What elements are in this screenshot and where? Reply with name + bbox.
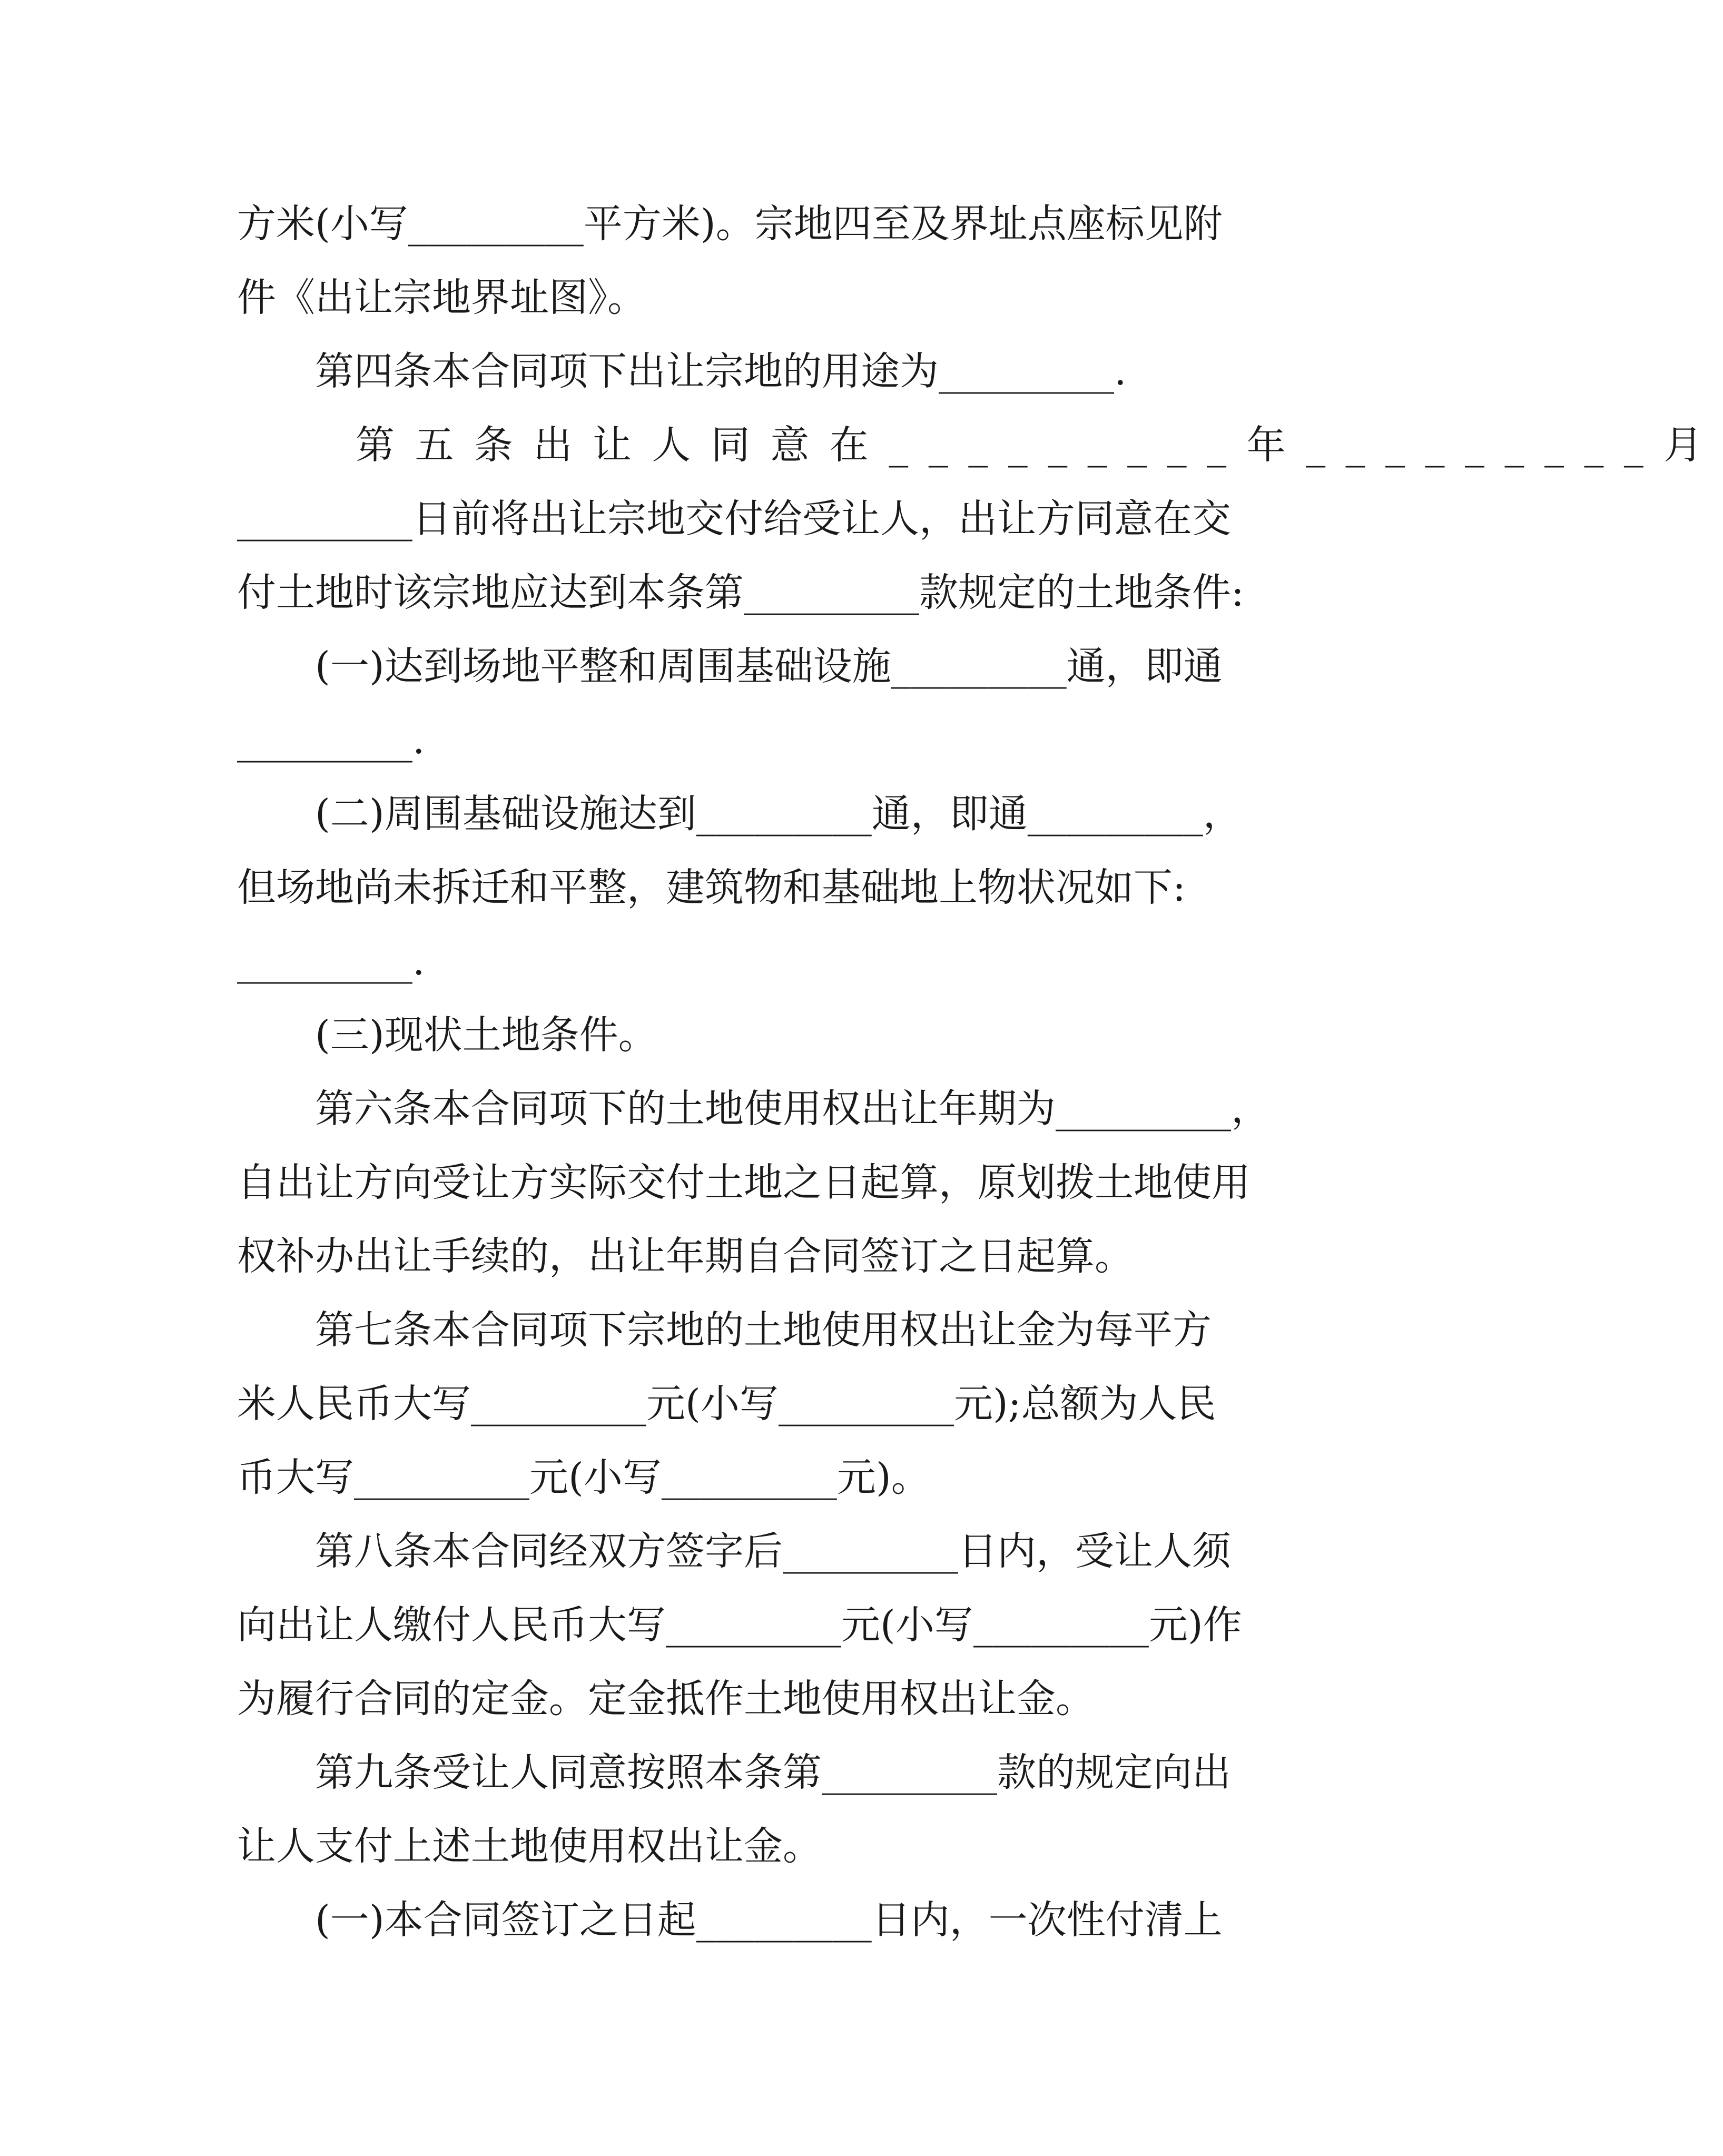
text-line-2: 件《出让宗地界址图》。 — [237, 275, 646, 320]
text-line-10: 但场地尚未拆迁和平整，建筑物和基础地上物状况如下: — [237, 865, 1186, 910]
text-line-24: (一)本合同签订之日起_________日内，一次性付清上 — [237, 1897, 1223, 1943]
text-line-1: 方米(小写_________平方米)。宗地四至及界址点座标见附 — [237, 201, 1223, 247]
text-line-20: 向出让人缴付人民币大写_________元(小写_________元)作 — [237, 1602, 1242, 1648]
text-line-17: 米人民币大写_________元(小写_________元);总额为人民 — [237, 1381, 1216, 1426]
text-line-9: (二)周围基础设施达到_________通，即通_________， — [237, 791, 1242, 836]
text-line-18: 币大写_________元(小写_________元)。 — [237, 1455, 930, 1500]
text-line-21: 为履行合同的定金。定金抵作土地使用权出让金。 — [237, 1676, 1095, 1721]
text-line-3: 第四条本合同项下出让宗地的用途为_________. — [237, 349, 1127, 394]
text-line-6: 付土地时该宗地应达到本条第_________款规定的土地条件: — [237, 570, 1244, 615]
text-line-7: (一)达到场地平整和周围基础设施_________通，即通 — [237, 644, 1223, 689]
text-line-14: 自出让方向受让方实际交付土地之日起算，原划拨土地使用 — [237, 1160, 1251, 1205]
text-line-13: 第六条本合同项下的土地使用权出让年期为_________， — [237, 1086, 1270, 1131]
text-line-19: 第八条本合同经双方签字后_________日内，受让人须 — [237, 1529, 1231, 1574]
text-line-4: 第五条出让人同意在_________年_________月 — [237, 422, 1723, 468]
text-line-23: 让人支付上述土地使用权出让金。 — [237, 1824, 822, 1869]
text-line-22: 第九条受让人同意按照本条第_________款的规定向出 — [237, 1750, 1231, 1795]
text-line-5: _________日前将出让宗地交付给受让人，出让方同意在交 — [237, 496, 1231, 542]
text-line-15: 权补办出让手续的，出让年期自合同签订之日起算。 — [237, 1234, 1134, 1279]
text-line-12: (三)现状土地条件。 — [237, 1012, 657, 1058]
text-line-11: _________. — [237, 939, 425, 984]
text-line-16: 第七条本合同项下宗地的土地使用权出让金为每平方 — [237, 1307, 1212, 1353]
text-line-8: _________. — [237, 717, 425, 763]
